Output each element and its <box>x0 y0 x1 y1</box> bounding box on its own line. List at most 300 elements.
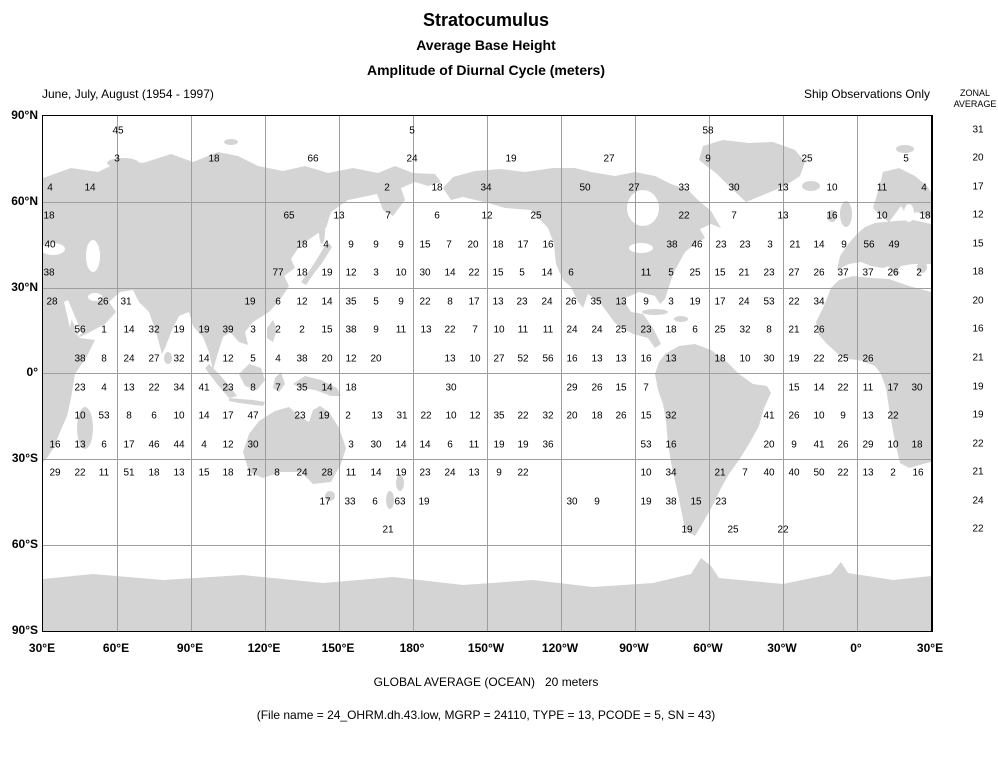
map-value: 35 <box>345 296 357 308</box>
zonal-average-value: 24 <box>972 495 984 507</box>
map-value: 23 <box>516 296 528 308</box>
map-value: 38 <box>296 353 308 365</box>
map-value: 19 <box>681 524 693 536</box>
map-value: 32 <box>542 410 554 422</box>
map-value: 16 <box>640 353 652 365</box>
island-sri-lanka <box>164 352 172 364</box>
zonal-average-value: 20 <box>972 152 984 164</box>
map-value: 22 <box>419 296 431 308</box>
map-value: 41 <box>763 410 775 422</box>
longitude-tick-label: 30°E <box>916 641 944 655</box>
map-value: 34 <box>813 296 825 308</box>
map-value: 9 <box>705 153 711 165</box>
map-value: 9 <box>841 239 847 251</box>
map-value: 51 <box>123 467 135 479</box>
map-value: 17 <box>517 239 529 251</box>
map-value: 14 <box>198 410 210 422</box>
map-value: 38 <box>666 239 678 251</box>
map-value: 8 <box>447 296 453 308</box>
map-value: 3 <box>767 239 773 251</box>
map-value: 19 <box>173 324 185 336</box>
map-value: 14 <box>444 267 456 279</box>
latitude-tick-label: 90°S <box>11 623 38 637</box>
map-value: 53 <box>640 439 652 451</box>
map-value: 53 <box>98 410 110 422</box>
map-value: 12 <box>345 353 357 365</box>
zonal-average-value: 21 <box>972 352 984 364</box>
map-value: 6 <box>447 439 453 451</box>
water-great-lakes <box>629 243 653 253</box>
map-value: 2 <box>345 410 351 422</box>
map-value: 3 <box>114 153 120 165</box>
map-value: 29 <box>49 467 61 479</box>
map-value: 18 <box>591 410 603 422</box>
zonal-average-value: 31 <box>972 124 984 136</box>
map-value: 17 <box>222 410 234 422</box>
map-value: 22 <box>74 467 86 479</box>
map-value: 22 <box>517 410 529 422</box>
map-value: 6 <box>692 324 698 336</box>
map-value: 14 <box>321 382 333 394</box>
map-value: 41 <box>813 439 825 451</box>
map-value: 77 <box>272 267 284 279</box>
longitude-tick-label: 60°E <box>102 641 130 655</box>
map-value: 17 <box>319 496 331 508</box>
map-value: 7 <box>731 210 737 222</box>
map-value: 19 <box>244 296 256 308</box>
map-value: 2 <box>384 182 390 194</box>
map-value: 26 <box>813 324 825 336</box>
map-value: 11 <box>640 267 652 279</box>
map-value: 13 <box>615 353 627 365</box>
map-value: 14 <box>813 382 825 394</box>
map-value: 10 <box>493 324 505 336</box>
map-value: 15 <box>615 382 627 394</box>
map-value: 21 <box>788 324 800 336</box>
island-cuba <box>642 309 668 315</box>
zonal-average-header-line1: ZONAL <box>959 88 990 98</box>
zonal-average-value: 15 <box>972 238 984 250</box>
map-value: 4 <box>201 439 207 451</box>
map-value: 22 <box>148 382 160 394</box>
map-value: 27 <box>493 353 505 365</box>
map-value: 9 <box>840 410 846 422</box>
map-value: 5 <box>668 267 674 279</box>
water-baltic-sea <box>904 204 914 222</box>
gridline-parallel <box>43 459 931 460</box>
map-value: 10 <box>739 353 751 365</box>
latitude-tick-label: 90°N <box>11 108 38 122</box>
map-value: 4 <box>323 239 329 251</box>
map-value: 30 <box>728 182 740 194</box>
map-value: 13 <box>862 410 874 422</box>
map-value: 11 <box>468 439 480 451</box>
longitude-tick-label: 90°E <box>176 641 204 655</box>
map-value: 19 <box>640 496 652 508</box>
map-value: 11 <box>542 324 554 336</box>
map-value: 6 <box>568 267 574 279</box>
zonal-average-value: 17 <box>972 181 984 193</box>
map-value: 56 <box>542 353 554 365</box>
map-value: 3 <box>348 439 354 451</box>
map-value: 9 <box>373 239 379 251</box>
map-value: 26 <box>837 439 849 451</box>
zonal-average-value: 22 <box>972 523 984 535</box>
map-value: 13 <box>468 467 480 479</box>
map-value: 7 <box>446 239 452 251</box>
map-value: 44 <box>173 439 185 451</box>
map-value: 14 <box>541 267 553 279</box>
map-value: 8 <box>101 353 107 365</box>
island-new-zealand-south <box>386 491 394 509</box>
latitude-tick-label: 0° <box>26 365 38 379</box>
map-value: 10 <box>887 439 899 451</box>
map-value: 6 <box>434 210 440 222</box>
world-map-plot <box>42 115 933 632</box>
map-value: 30 <box>911 382 923 394</box>
map-value: 66 <box>307 153 319 165</box>
map-value: 37 <box>862 267 874 279</box>
map-value: 22 <box>777 524 789 536</box>
map-value: 22 <box>887 410 899 422</box>
map-value: 13 <box>123 382 135 394</box>
map-value: 19 <box>788 353 800 365</box>
map-value: 5 <box>373 296 379 308</box>
map-value: 31 <box>396 410 408 422</box>
map-value: 18 <box>911 439 923 451</box>
map-value: 53 <box>763 296 775 308</box>
map-value: 13 <box>74 439 86 451</box>
longitude-tick-label: 180° <box>399 641 425 655</box>
map-value: 21 <box>714 467 726 479</box>
map-value: 13 <box>665 353 677 365</box>
map-value: 9 <box>373 324 379 336</box>
map-value: 2 <box>916 267 922 279</box>
map-value: 25 <box>689 267 701 279</box>
map-value: 22 <box>517 467 529 479</box>
map-value: 17 <box>123 439 135 451</box>
map-value: 9 <box>496 467 502 479</box>
map-value: 9 <box>791 439 797 451</box>
zonal-average-value: 21 <box>972 466 984 478</box>
map-value: 8 <box>126 410 132 422</box>
map-value: 16 <box>912 467 924 479</box>
map-value: 17 <box>887 382 899 394</box>
longitude-tick-label: 150°W <box>467 641 505 655</box>
global-average-caption: GLOBAL AVERAGE (OCEAN) 20 meters <box>373 675 599 689</box>
map-value: 30 <box>419 267 431 279</box>
map-value: 5 <box>250 353 256 365</box>
latitude-tick-label: 30°S <box>11 451 38 465</box>
map-value: 14 <box>321 296 333 308</box>
map-value: 22 <box>837 382 849 394</box>
map-value: 12 <box>222 439 234 451</box>
map-value: 16 <box>542 239 554 251</box>
map-value: 19 <box>493 439 505 451</box>
map-value: 27 <box>628 182 640 194</box>
map-value: 16 <box>566 353 578 365</box>
map-value: 10 <box>445 410 457 422</box>
map-value: 50 <box>813 467 825 479</box>
map-value: 18 <box>714 353 726 365</box>
map-value: 24 <box>296 467 308 479</box>
map-value: 14 <box>813 239 825 251</box>
map-value: 14 <box>123 324 135 336</box>
map-value: 15 <box>419 239 431 251</box>
map-value: 30 <box>566 496 578 508</box>
zonal-average-header <box>952 88 998 110</box>
map-value: 37 <box>837 267 849 279</box>
map-value: 13 <box>777 182 789 194</box>
map-value: 38 <box>345 324 357 336</box>
map-value: 10 <box>876 210 888 222</box>
map-value: 11 <box>517 324 529 336</box>
map-value: 49 <box>888 239 900 251</box>
map-value: 15 <box>492 267 504 279</box>
map-value: 22 <box>468 267 480 279</box>
map-value: 24 <box>123 353 135 365</box>
map-value: 23 <box>419 467 431 479</box>
map-value: 10 <box>74 410 86 422</box>
map-value: 46 <box>148 439 160 451</box>
map-value: 21 <box>382 524 394 536</box>
map-value: 11 <box>98 467 110 479</box>
zonal-average-value: 19 <box>972 409 984 421</box>
map-value: 24 <box>566 324 578 336</box>
zonal-average-value: 18 <box>972 266 984 278</box>
map-value: 7 <box>275 382 281 394</box>
map-value: 4 <box>47 182 53 194</box>
island-iceland <box>802 181 820 191</box>
landmass-europe-mainland <box>837 220 931 273</box>
latitude-tick-label: 30°N <box>11 280 38 294</box>
map-value: 27 <box>603 153 615 165</box>
map-value: 23 <box>715 496 727 508</box>
map-value: 18 <box>43 210 55 222</box>
map-value: 26 <box>591 382 603 394</box>
map-value: 30 <box>247 439 259 451</box>
map-value: 18 <box>222 467 234 479</box>
map-value: 26 <box>887 267 899 279</box>
map-value: 25 <box>530 210 542 222</box>
map-value: 35 <box>493 410 505 422</box>
map-value: 13 <box>615 296 627 308</box>
map-value: 4 <box>101 382 107 394</box>
map-value: 16 <box>826 210 838 222</box>
map-value: 14 <box>370 467 382 479</box>
island-java <box>229 398 265 406</box>
map-value: 24 <box>444 467 456 479</box>
map-value: 29 <box>566 382 578 394</box>
zonal-average-header-line2: AVERAGE <box>953 99 997 109</box>
map-value: 34 <box>173 382 185 394</box>
map-value: 13 <box>862 467 874 479</box>
map-value: 17 <box>246 467 258 479</box>
map-value: 18 <box>492 239 504 251</box>
map-value: 33 <box>344 496 356 508</box>
map-value: 26 <box>788 410 800 422</box>
figure-subtitle-statistic: Amplitude of Diurnal Cycle (meters) <box>366 62 606 78</box>
map-value: 19 <box>418 496 430 508</box>
map-value: 25 <box>727 524 739 536</box>
longitude-tick-label: 120°E <box>247 641 281 655</box>
map-value: 14 <box>198 353 210 365</box>
longitude-tick-label: 120°W <box>541 641 579 655</box>
map-value: 7 <box>643 382 649 394</box>
map-value: 34 <box>480 182 492 194</box>
map-value: 6 <box>372 496 378 508</box>
map-value: 22 <box>420 410 432 422</box>
landmass-eurasia <box>43 152 441 370</box>
map-value: 28 <box>321 467 333 479</box>
longitude-tick-label: 90°W <box>619 641 649 655</box>
map-value: 13 <box>333 210 345 222</box>
map-value: 10 <box>640 467 652 479</box>
map-value: 20 <box>467 239 479 251</box>
map-value: 18 <box>345 382 357 394</box>
map-value: 27 <box>148 353 160 365</box>
map-value: 12 <box>481 210 493 222</box>
longitude-tick-label: 0° <box>850 641 862 655</box>
map-value: 25 <box>615 324 627 336</box>
map-value: 32 <box>665 410 677 422</box>
map-value: 34 <box>665 467 677 479</box>
map-value: 24 <box>541 296 553 308</box>
figure-subtitle-variable: Average Base Height <box>416 37 556 53</box>
map-value: 18 <box>296 267 308 279</box>
island-severnaya-zemlya <box>224 139 238 145</box>
map-value: 12 <box>345 267 357 279</box>
map-value: 45 <box>112 125 124 137</box>
map-value: 52 <box>517 353 529 365</box>
figure-title: Stratocumulus <box>422 10 550 30</box>
map-value: 10 <box>813 410 825 422</box>
map-value: 6 <box>275 296 281 308</box>
map-value: 41 <box>198 382 210 394</box>
map-value: 10 <box>469 353 481 365</box>
map-value: 18 <box>431 182 443 194</box>
map-value: 11 <box>862 382 874 394</box>
file-metadata-caption: (File name = 24_OHRM.dh.43.low, MGRP = 24110, TYPE = 13, PCODE = 5, SN = 43) <box>256 708 716 722</box>
map-value: 15 <box>788 382 800 394</box>
map-value: 38 <box>665 496 677 508</box>
map-value: 20 <box>566 410 578 422</box>
map-value: 2 <box>299 324 305 336</box>
map-value: 24 <box>738 296 750 308</box>
map-value: 8 <box>766 324 772 336</box>
map-value: 30 <box>445 382 457 394</box>
map-value: 20 <box>763 439 775 451</box>
map-value: 13 <box>173 467 185 479</box>
map-value: 19 <box>395 467 407 479</box>
map-value: 11 <box>395 324 407 336</box>
map-value: 10 <box>173 410 185 422</box>
map-value: 32 <box>173 353 185 365</box>
map-value: 33 <box>678 182 690 194</box>
map-value: 9 <box>643 296 649 308</box>
map-value: 3 <box>250 324 256 336</box>
map-value: 56 <box>74 324 86 336</box>
latitude-tick-label: 60°S <box>11 537 38 551</box>
map-value: 9 <box>398 296 404 308</box>
season-label: June, July, August (1954 - 1997) <box>42 87 214 101</box>
map-value: 36 <box>542 439 554 451</box>
map-value: 14 <box>419 439 431 451</box>
map-value: 13 <box>591 353 603 365</box>
map-value: 22 <box>837 467 849 479</box>
island-hispaniola <box>674 316 688 322</box>
map-value: 22 <box>444 324 456 336</box>
map-value: 65 <box>283 210 295 222</box>
gridline-parallel <box>43 373 931 374</box>
map-value: 15 <box>198 467 210 479</box>
map-value: 46 <box>691 239 703 251</box>
map-value: 23 <box>763 267 775 279</box>
map-value: 7 <box>385 210 391 222</box>
map-value: 11 <box>876 182 888 194</box>
map-value: 9 <box>348 239 354 251</box>
longitude-tick-label: 150°E <box>321 641 355 655</box>
map-value: 2 <box>275 324 281 336</box>
map-value: 17 <box>714 296 726 308</box>
map-value: 35 <box>296 382 308 394</box>
map-value: 19 <box>318 410 330 422</box>
map-value: 23 <box>739 239 751 251</box>
map-value: 56 <box>863 239 875 251</box>
map-value: 23 <box>74 382 86 394</box>
map-value: 18 <box>296 239 308 251</box>
map-value: 19 <box>321 267 333 279</box>
island-britain <box>840 201 852 227</box>
map-value: 19 <box>505 153 517 165</box>
map-value: 30 <box>370 439 382 451</box>
map-value: 18 <box>919 210 931 222</box>
map-value: 10 <box>826 182 838 194</box>
map-value: 1 <box>101 324 107 336</box>
map-value: 16 <box>665 439 677 451</box>
map-value: 22 <box>788 296 800 308</box>
zonal-average-value: 20 <box>972 295 984 307</box>
map-value: 28 <box>46 296 58 308</box>
map-value: 8 <box>250 382 256 394</box>
island-svalbard <box>896 145 914 153</box>
map-value: 13 <box>444 353 456 365</box>
map-value: 14 <box>84 182 96 194</box>
map-value: 32 <box>148 324 160 336</box>
map-value: 11 <box>345 467 357 479</box>
map-value: 26 <box>615 410 627 422</box>
map-value: 13 <box>371 410 383 422</box>
map-value: 12 <box>222 353 234 365</box>
map-value: 18 <box>208 153 220 165</box>
water-hudson-bay <box>627 190 659 226</box>
map-value: 5 <box>409 125 415 137</box>
map-value: 18 <box>665 324 677 336</box>
zonal-average-value: 12 <box>972 209 984 221</box>
source-note: Ship Observations Only <box>803 87 930 101</box>
map-value: 13 <box>492 296 504 308</box>
map-value: 27 <box>788 267 800 279</box>
map-value: 21 <box>789 239 801 251</box>
map-value: 31 <box>120 296 132 308</box>
map-value: 9 <box>398 239 404 251</box>
latitude-tick-label: 60°N <box>11 194 38 208</box>
map-value: 7 <box>742 467 748 479</box>
zonal-average-value: 22 <box>972 438 984 450</box>
map-value: 16 <box>49 439 61 451</box>
map-value: 23 <box>294 410 306 422</box>
map-value: 26 <box>565 296 577 308</box>
